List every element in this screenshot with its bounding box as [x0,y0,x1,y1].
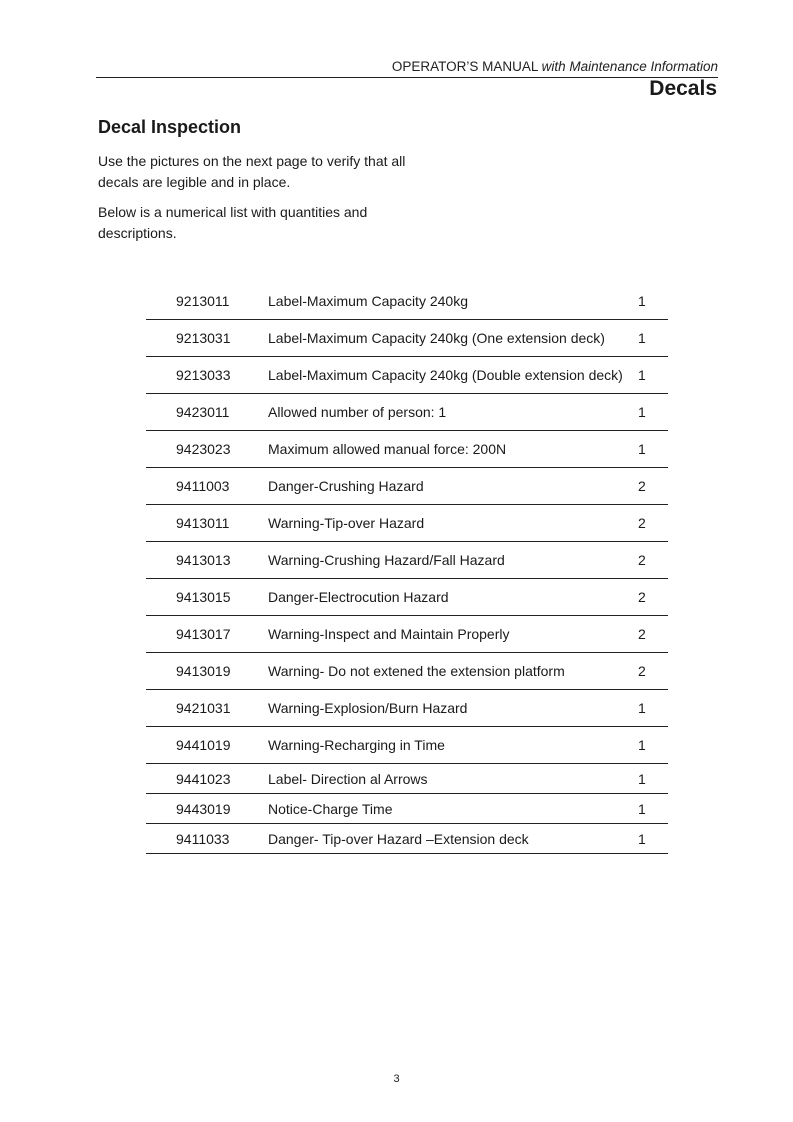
table-row [146,794,668,824]
part-number-cell: 9421031 [146,690,268,727]
table-row [146,690,668,727]
description-cell: Notice-Charge Time [268,794,638,824]
part-number-cell: 9441019 [146,727,268,764]
part-number-cell: 9413019 [146,653,268,690]
page-number: 3 [393,1073,400,1085]
part-number-cell: 9413011 [146,505,268,542]
part-number-cell: 9423023 [146,431,268,468]
quantity-cell: 1 [638,431,668,468]
description-cell: Warning-Crushing Hazard/Fall Hazard [268,542,638,579]
table-row [146,468,668,505]
list-paragraph: Below is a numerical list with quantities and descriptions. [98,204,368,241]
description-cell: Warning-Tip-over Hazard [268,505,638,542]
quantity-cell: 1 [638,394,668,431]
table-row [146,653,668,690]
table-row [146,616,668,653]
part-number-cell: 9423011 [146,394,268,431]
description-cell: Danger-Electrocution Hazard [268,579,638,616]
decal-table [146,283,668,854]
part-number-cell: 9213011 [146,283,268,320]
part-number-cell: 9441023 [146,764,268,794]
decal-table-body [146,283,668,854]
table-row [146,824,668,854]
part-number-cell: 9413017 [146,616,268,653]
table-row [146,357,668,394]
description-cell: Label-Maximum Capacity 240kg (Double extension deck) [268,357,638,394]
description-cell: Danger-Crushing Hazard [268,468,638,505]
table-row [146,764,668,794]
part-number-cell: 9413015 [146,579,268,616]
quantity-cell: 1 [638,320,668,357]
description-cell: Label-Maximum Capacity 240kg [268,283,638,320]
quantity-cell: 1 [638,283,668,320]
quantity-cell: 1 [638,690,668,727]
description-cell: Danger- Tip-over Hazard –Extension deck [268,824,638,854]
quantity-cell: 2 [638,616,668,653]
description-cell: Allowed number of person: 1 [268,394,638,431]
quantity-cell: 2 [638,653,668,690]
quantity-cell: 1 [638,824,668,854]
description-cell: Warning-Inspect and Maintain Properly [268,616,638,653]
quantity-cell: 2 [638,468,668,505]
part-number-cell: 9443019 [146,794,268,824]
subsection-title: Decal Inspection [98,117,242,137]
table-row [146,542,668,579]
description-cell: Warning-Explosion/Burn Hazard [268,690,638,727]
description-cell: Warning-Recharging in Time [268,727,638,764]
description-cell: Label- Direction al Arrows [268,764,638,794]
quantity-cell: 2 [638,542,668,579]
table-row [146,283,668,320]
description-cell: Maximum allowed manual force: 200N [268,431,638,468]
quantity-cell: 1 [638,764,668,794]
quantity-cell: 1 [638,727,668,764]
part-number-cell: 9213031 [146,320,268,357]
table-row [146,727,668,764]
part-number-cell: 9411033 [146,824,268,854]
manual-subtitle: with Maintenance Information [541,59,718,74]
manual-title: OPERATOR’S MANUAL [391,59,538,74]
intro-paragraph: Use the pictures on the next page to verify that all decals are legible and in place. [98,153,406,190]
table-row [146,394,668,431]
table-row [146,505,668,542]
table-row [146,320,668,357]
table-row [146,579,668,616]
part-number-cell: 9413013 [146,542,268,579]
page-header [96,58,718,78]
part-number-cell: 9411003 [146,468,268,505]
quantity-cell: 2 [638,505,668,542]
section-title: Decals [649,77,717,100]
description-cell: Warning- Do not extened the extension platform [268,653,638,690]
part-number-cell: 9213033 [146,357,268,394]
quantity-cell: 1 [638,794,668,824]
quantity-cell: 2 [638,579,668,616]
table-row [146,431,668,468]
description-cell: Label-Maximum Capacity 240kg (One extension deck) [268,320,638,357]
quantity-cell: 1 [638,357,668,394]
